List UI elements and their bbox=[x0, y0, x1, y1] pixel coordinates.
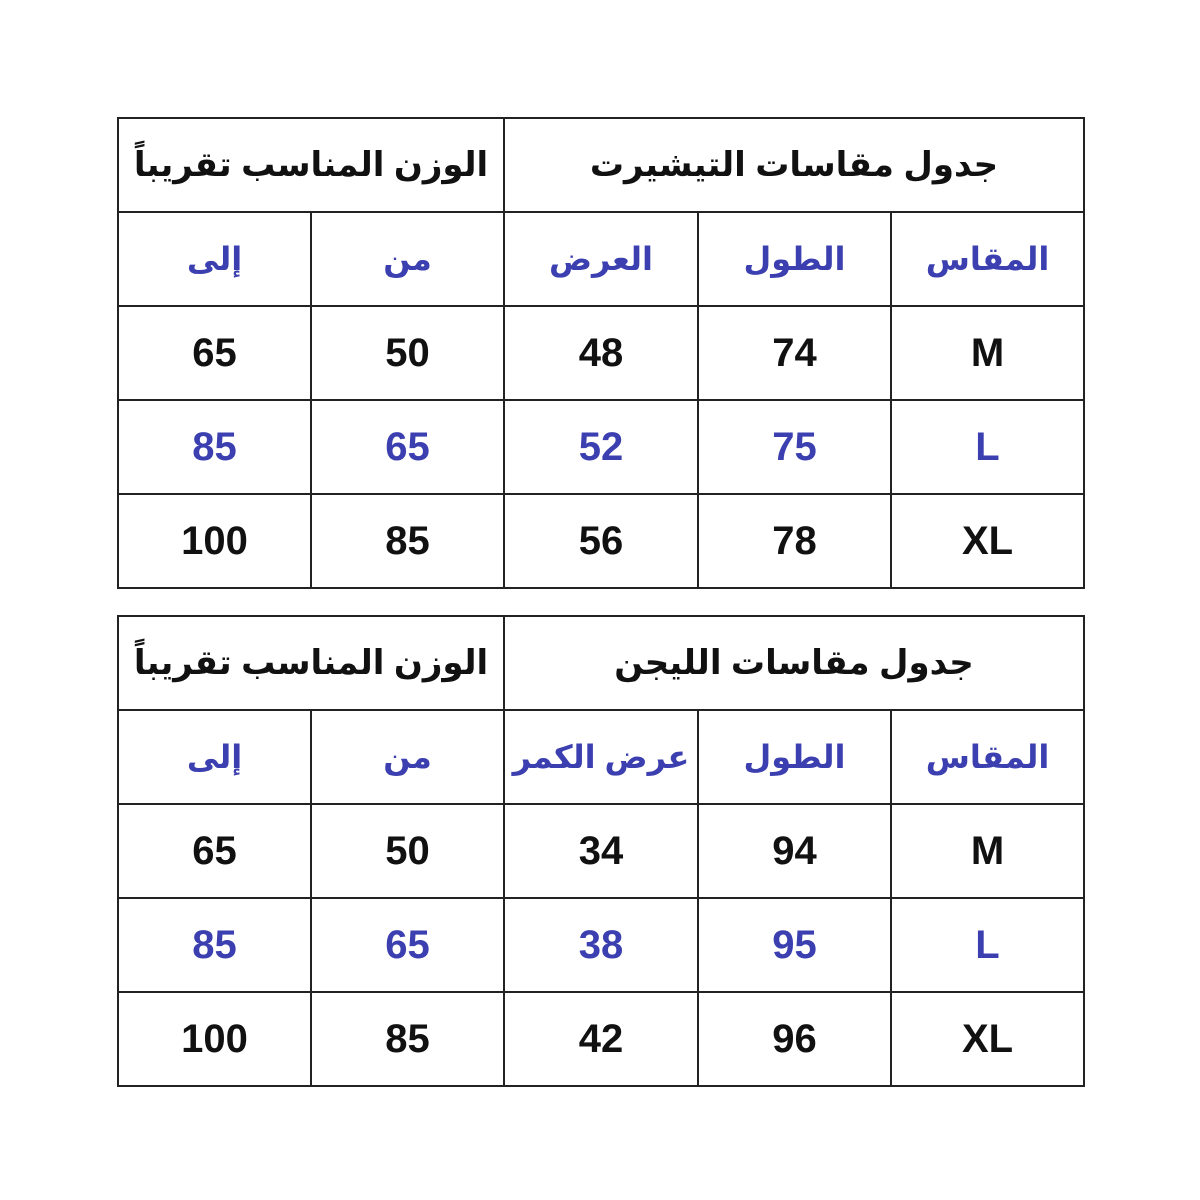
header-row bbox=[118, 212, 1084, 306]
cell-weight-from: 50 bbox=[311, 306, 504, 400]
header-row bbox=[118, 710, 1084, 804]
cell-weight-to: 85 bbox=[118, 400, 311, 494]
cell-size: M bbox=[891, 804, 1084, 898]
cell-width: 56 bbox=[504, 494, 698, 588]
cell-length: 75 bbox=[698, 400, 891, 494]
cell-length: 74 bbox=[698, 306, 891, 400]
cell-size: L bbox=[891, 898, 1084, 992]
header-length: الطول bbox=[698, 212, 891, 306]
cell-width: 48 bbox=[504, 306, 698, 400]
table-row bbox=[118, 306, 1084, 400]
table-row bbox=[118, 992, 1084, 1086]
cell-waist-width: 34 bbox=[504, 804, 698, 898]
cell-weight-to: 100 bbox=[118, 494, 311, 588]
cell-weight-to: 100 bbox=[118, 992, 311, 1086]
header-size: المقاس bbox=[891, 710, 1084, 804]
header-weight-from: من bbox=[311, 710, 504, 804]
table-row bbox=[118, 804, 1084, 898]
cell-width: 52 bbox=[504, 400, 698, 494]
table-row bbox=[118, 494, 1084, 588]
cell-length: 94 bbox=[698, 804, 891, 898]
cell-size: M bbox=[891, 306, 1084, 400]
table-title: جدول مقاسات التيشيرت bbox=[504, 118, 1084, 212]
leggings-size-table bbox=[117, 615, 1085, 1087]
table-row bbox=[118, 400, 1084, 494]
cell-weight-to: 85 bbox=[118, 898, 311, 992]
header-length: الطول bbox=[698, 710, 891, 804]
weight-title: الوزن المناسب تقريباً bbox=[118, 616, 504, 710]
table-title: جدول مقاسات الليجن bbox=[504, 616, 1084, 710]
header-weight-to: إلى bbox=[118, 212, 311, 306]
weight-title: الوزن المناسب تقريباً bbox=[118, 118, 504, 212]
cell-weight-from: 65 bbox=[311, 400, 504, 494]
header-weight-from: من bbox=[311, 212, 504, 306]
cell-weight-to: 65 bbox=[118, 306, 311, 400]
cell-waist-width: 42 bbox=[504, 992, 698, 1086]
cell-length: 95 bbox=[698, 898, 891, 992]
cell-length: 96 bbox=[698, 992, 891, 1086]
header-width: العرض bbox=[504, 212, 698, 306]
cell-weight-from: 85 bbox=[311, 992, 504, 1086]
cell-weight-from: 85 bbox=[311, 494, 504, 588]
cell-weight-to: 65 bbox=[118, 804, 311, 898]
tshirt-size-table bbox=[117, 117, 1085, 589]
cell-waist-width: 38 bbox=[504, 898, 698, 992]
cell-size: L bbox=[891, 400, 1084, 494]
header-size: المقاس bbox=[891, 212, 1084, 306]
cell-weight-from: 65 bbox=[311, 898, 504, 992]
table-row bbox=[118, 898, 1084, 992]
title-row bbox=[118, 118, 1084, 212]
cell-size: XL bbox=[891, 494, 1084, 588]
cell-weight-from: 50 bbox=[311, 804, 504, 898]
cell-size: XL bbox=[891, 992, 1084, 1086]
title-row bbox=[118, 616, 1084, 710]
header-waist-width: عرض الكمر bbox=[504, 710, 698, 804]
header-weight-to: إلى bbox=[118, 710, 311, 804]
cell-length: 78 bbox=[698, 494, 891, 588]
